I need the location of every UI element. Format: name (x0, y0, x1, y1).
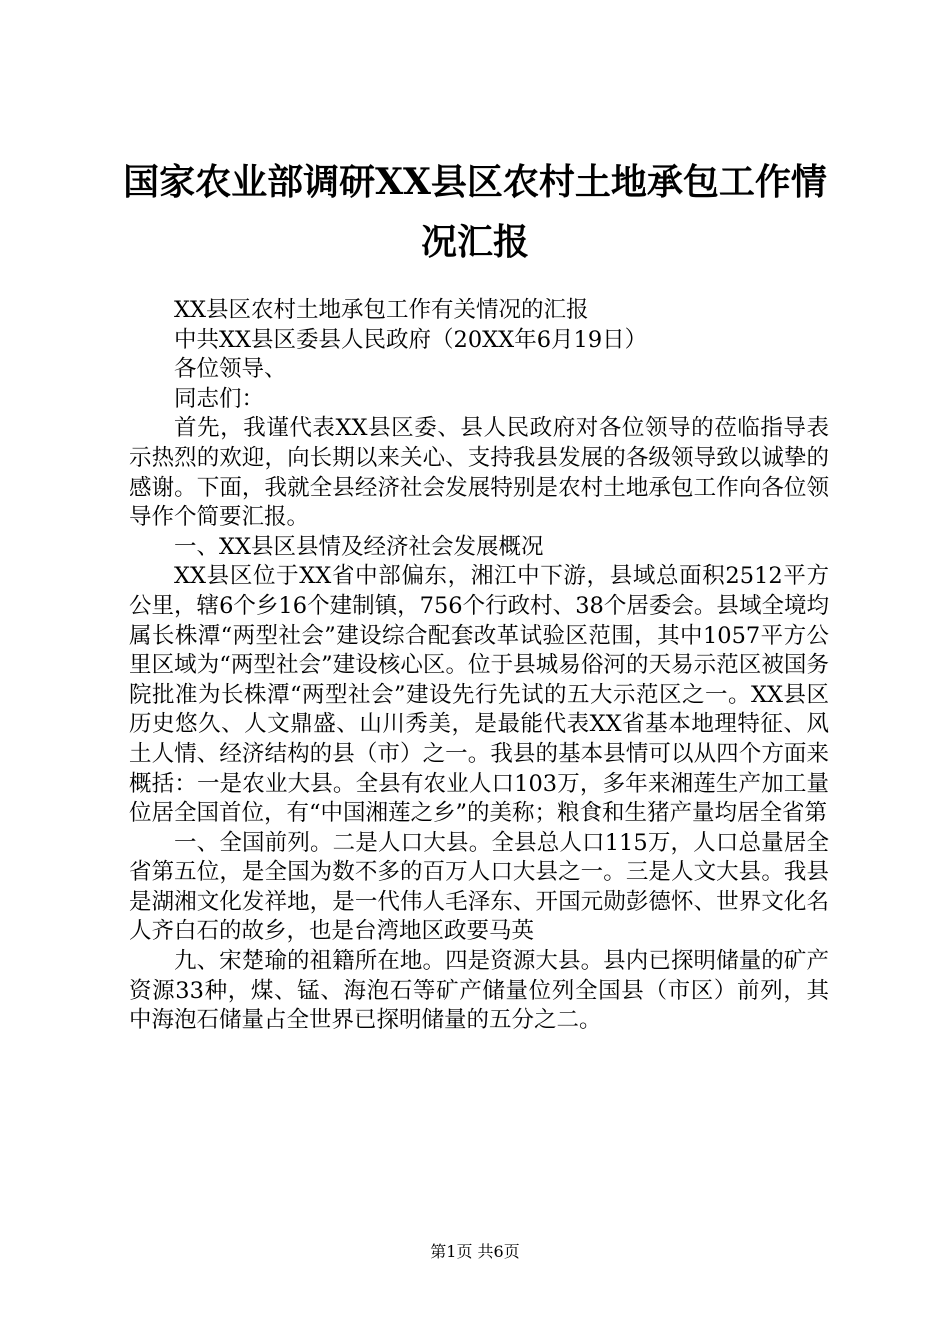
title-line-1: 国家农业部调研XX县区农村土地承包工作情 (123, 161, 827, 203)
section-heading: 一、XX县区县情及经济社会发展概况 (174, 533, 544, 560)
document-title (110, 152, 840, 272)
body-paragraph: 首先，我谨代表XX县区委、县人民政府对各位领导的莅临指导表示热烈的欢迎，向长期以来关心、支持我县发展的各级领导致以诚挚的感谢。下面，我就全县经济社会发展特别是农村土地承包工作向各位领导作个简要汇报。 (129, 415, 829, 531)
salutation-leaders: 各位领导、 (174, 356, 287, 383)
salutation-comrades: 同志们： (174, 385, 265, 412)
body-paragraph: XX县区位于XX省中部偏东，湘江中下游，县域总面积2512平方公里，辖6个乡16个建制镇，756个行政村、38个居委会。县域全境均属长株潭“两型社会”建设综合配套改革试验区范围，其中1057平方公里区域为“两型社会”建设核心区。位于县城易俗河的天易示范区被国务院批准为长株潭“两型社会”建设先行先试的五大示范区之一。XX县区历史悠久、人文鼎盛、山川秀美，是最能代表XX省基本地理特征、风土人情、经济结构的县（市）之一。我县的基本县情可以从四个方面来概括：一是农业大县。全县有农业人口103万，多年来湘莲生产加工量位居全国首位，有“中国湘莲之乡”的美称；粮食和生猪产量均居全省第 (129, 563, 829, 827)
body-paragraph: 一、全国前列。二是人口大县。全县总人口115万，人口总量居全省第五位，是全国为数不多的百万人口大县之一。三是人文大县。我县是湖湘文化发祥地，是一代伟人毛泽东、开国元勋彭德怀、世界文化名人齐白石的故乡，也是台湾地区政要马英 (129, 829, 829, 945)
report-subtitle: XX县区农村土地承包工作有关情况的汇报 (174, 297, 589, 323)
page-footer: 第1页 共6页 (430, 1242, 520, 1261)
title-line-2: 况汇报 (420, 221, 529, 263)
body-paragraph: 九、宋楚瑜的祖籍所在地。四是资源大县。县内已探明储量的矿产资源33种，煤、锰、海泡石等矿产储量位列全国县（市区）前列，其中海泡石储量占全世界已探明储量的五分之二。 (129, 948, 829, 1034)
document-body (129, 296, 829, 1036)
report-issuer-date: 中共XX县区委县人民政府（20XX年6月19日） (174, 326, 648, 353)
